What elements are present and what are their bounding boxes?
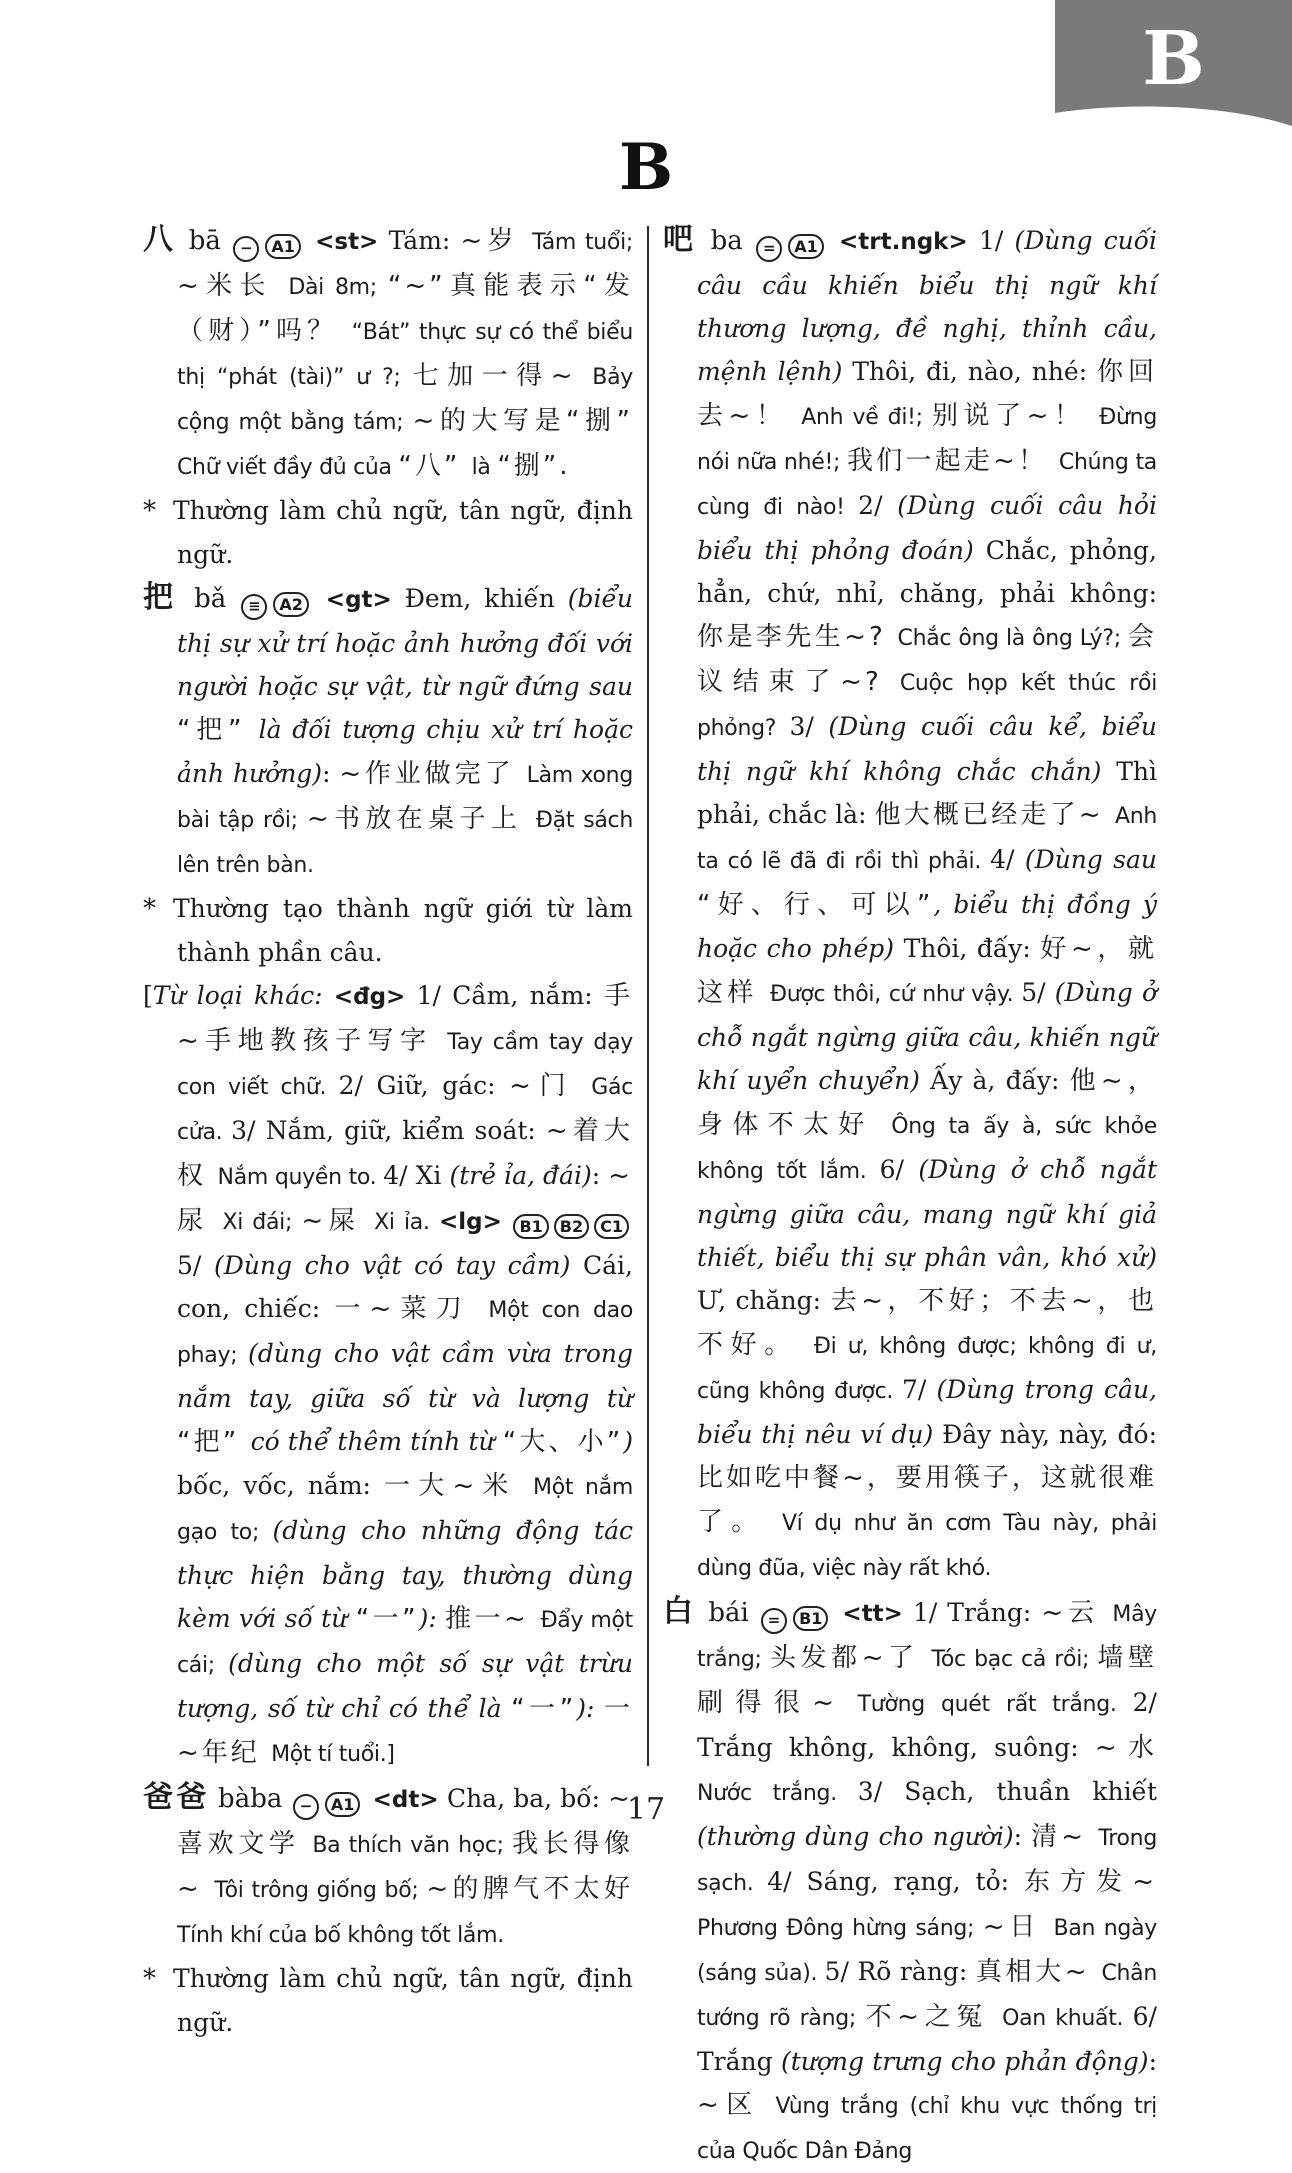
definition-text: 7/: [902, 1375, 937, 1404]
example-translation: Đặt sách lên trên bàn.: [177, 808, 633, 878]
chinese-text: “捌”.: [497, 451, 571, 481]
chinese-text: 你回去~！: [697, 357, 1157, 431]
column-divider: [647, 226, 649, 1766]
pinyin: bā: [178, 226, 232, 256]
example-translation: Tường quét rất trắng.: [857, 1692, 1133, 1717]
definition-text: Ư, chăng:: [697, 1286, 831, 1315]
circled-numeral: −: [293, 1794, 319, 1820]
explanation-text: ):: [576, 1694, 604, 1723]
chinese-text: 他大概已经走了~: [874, 800, 1115, 830]
example-translation: Cuộc họp kết thúc rồi phỏng?: [697, 671, 1158, 741]
left-column: [143, 218, 633, 2044]
chinese-text: 我长得像~: [177, 1829, 633, 1904]
headword: 白: [663, 1594, 699, 1629]
explanation-text: (dùng cho một số sự vật trừu tượng, số từ chỉ có thể là: [177, 1649, 633, 1723]
chinese-text: 他~，身体不太好: [697, 1066, 1157, 1140]
example-translation: Làm xong bài tập rồi;: [177, 763, 633, 833]
level-badge: A1: [788, 234, 824, 259]
definition-text: bốc, vốc, nắm:: [177, 1471, 385, 1500]
example-translation: Phương Đông hừng sáng;: [697, 1916, 983, 1941]
definition-text: 6/: [879, 1155, 919, 1184]
example-translation: Tôi trông giống bố;: [214, 1878, 427, 1903]
chinese-text: ~区: [697, 2090, 776, 2120]
chinese-text: 真相大~: [975, 1957, 1102, 1987]
pinyin: bǎ: [180, 584, 240, 614]
definition-text: 5/ Rõ ràng:: [824, 1957, 976, 1986]
chinese-text: “一”: [511, 1694, 577, 1724]
headword: 八: [143, 222, 179, 257]
definition-text: Thì phải, chắc là:: [697, 757, 1158, 829]
definition-text: [: [143, 981, 153, 1010]
definition-text: 1/ Trắng:: [912, 1598, 1042, 1627]
example-translation: Một tí tuổi.]: [271, 1742, 395, 1767]
example-translation: Gác cửa.: [177, 1075, 633, 1145]
other-pos-block: [143, 974, 633, 1776]
chinese-text: 推一~: [445, 1604, 541, 1634]
explanation-text: Từ loại khác:: [152, 981, 334, 1010]
example-translation: Đi ư, không được; không đi ư, cũng không được.: [697, 1334, 1158, 1404]
pos-tag: <đg>: [333, 984, 417, 1010]
definition-text: 2/ Trắng không, không, suông:: [697, 1688, 1157, 1762]
example-translation: Tóc bạc cả rồi;: [931, 1647, 1098, 1672]
chinese-text: “八”: [398, 451, 472, 481]
example-translation: Đừng nói nữa nhé!;: [697, 405, 1157, 475]
definition-text: :: [1148, 2047, 1157, 2076]
explanation-text: (biểu thị sự xử trí hoặc ảnh hưởng đối với người hoặc sự vật, từ ngữ đứng sau: [177, 584, 633, 701]
pos-tag: <tt>: [832, 1601, 913, 1627]
definition-text: 5/: [1021, 978, 1055, 1007]
section-heading-letter: B: [618, 130, 674, 205]
chinese-text: ~作业做完了: [339, 759, 527, 789]
example-translation: Chúng ta cùng đi nào!: [697, 450, 1157, 520]
definition-text: Thường tạo thành ngữ giới từ làm thành phần câu.: [173, 894, 633, 967]
example-translation: Anh về đi!;: [801, 405, 932, 430]
definition-text: Thôi, đấy:: [894, 934, 1041, 963]
example-translation: Nắm quyền to.: [217, 1165, 384, 1190]
chinese-text: ~米长: [177, 271, 289, 301]
chinese-text: 别说了~！: [932, 401, 1100, 431]
chinese-text: ~的大写是“捌”: [412, 406, 633, 436]
usage-note: [143, 887, 633, 974]
example-translation: là: [471, 455, 498, 480]
example-translation: Nước trắng.: [697, 1781, 858, 1806]
example-translation: Xi ỉa.: [374, 1210, 439, 1235]
chinese-text: ~着大权: [177, 1116, 633, 1191]
chinese-text: 好~，就这样: [697, 934, 1158, 1008]
explanation-text: , biểu thị đồng ý hoặc cho phép): [697, 890, 1157, 963]
definition-text: Ấy à, đấy:: [919, 1066, 1070, 1095]
definition-text: Cái, con, chiếc:: [177, 1251, 633, 1323]
chinese-text: “一”: [355, 1604, 419, 1634]
definition-text: 3/: [789, 712, 829, 741]
note-asterisk: *: [143, 894, 156, 924]
chinese-text: ~门: [509, 1071, 592, 1101]
definition-text: 5/: [177, 1251, 214, 1280]
level-badge: A1: [265, 234, 301, 259]
chinese-text: ~日: [982, 1912, 1054, 1942]
definition-text: Thôi, đi, nào, nhé:: [842, 357, 1098, 386]
definition-text: :: [322, 759, 340, 788]
example-translation: Ví dụ như ăn cơm Tàu này, phải dùng đũa, việc này rất khó.: [697, 1511, 1158, 1581]
explanation-text: (dùng cho vật cầm vừa trong nắm tay, giữa số từ và lượng từ: [177, 1339, 634, 1413]
usage-note: [143, 1957, 633, 2044]
chinese-text: 比如吃中餐~，要用筷子，这就很难了。: [697, 1463, 1157, 1537]
explanation-text: (Dùng cho vật có tay cầm): [213, 1251, 571, 1280]
explanation-text: ): [623, 1427, 633, 1456]
definition-text: Cha, ba, bố:: [446, 1784, 609, 1813]
explanation-text: (trẻ ỉa, đái): [449, 1161, 592, 1190]
example-translation: Ban ngày (sáng sủa).: [697, 1916, 1157, 1986]
chinese-text: ~水: [1094, 1733, 1157, 1763]
pos-tag: <dt>: [364, 1787, 447, 1813]
explanation-text: (Dùng cuối câu kể, biểu thị ngữ khí không chắc chắn): [697, 712, 1157, 786]
pos-tag: <lg>: [438, 1209, 513, 1235]
example-translation: Được thôi, cứ như vậy.: [770, 982, 1022, 1007]
pos-tag: <trt.ngk>: [827, 229, 979, 255]
explanation-text: (Dùng trong câu, biểu thị nêu ví dụ): [697, 1375, 1157, 1449]
definition-text: 2/ Giữ, gác:: [338, 1071, 510, 1100]
entry-ba-grasp: [143, 576, 633, 887]
explanation-text: (Dùng cuối câu hỏi biểu thị phỏng đoán): [697, 491, 1157, 565]
note-asterisk: *: [143, 496, 156, 526]
definition-text: Thường làm chủ ngữ, tân ngữ, định ngữ.: [173, 496, 633, 569]
example-translation: Mây trắng;: [697, 1602, 1158, 1672]
explanation-text: (Dùng ở chỗ ngắt ngừng giữa câu, khiến ngữ khí uyển chuyển): [697, 978, 1157, 1095]
note-asterisk: *: [143, 1964, 156, 1994]
chinese-text: 一~菜刀: [334, 1294, 489, 1324]
level-badge: C1: [594, 1214, 629, 1239]
chinese-text: ~的脾气不太好: [426, 1874, 633, 1904]
definition-text: 3/ Sạch, thuần khiết: [857, 1777, 1157, 1806]
definition-text: Thường làm chủ ngữ, tân ngữ, định ngữ.: [173, 1964, 633, 2037]
chinese-text: “好、行、可以”: [697, 890, 934, 920]
pinyin: ba: [699, 226, 755, 256]
explanation-text: (Dùng cuối câu cầu khiến biểu thị ngữ khí thương lượng, đề nghị, thỉnh cầu, mệnh lệnh): [697, 226, 1157, 386]
level-badge: A2: [273, 592, 309, 617]
section-tab: [1055, 0, 1292, 140]
chinese-text: 七加一得~: [412, 361, 593, 391]
level-badge: A1: [325, 1792, 361, 1817]
chinese-text: 手~手地教孩子写字: [177, 981, 633, 1056]
entry-ba-eight: [143, 218, 633, 489]
definition-text: :: [591, 1161, 609, 1190]
level-badge: B1: [793, 1606, 828, 1631]
chinese-text: ~喜欢文学: [177, 1784, 634, 1859]
headword: 吧: [663, 222, 700, 257]
chinese-text: 会议结束了~?: [697, 622, 1157, 697]
explanation-text: (Dùng sau: [1024, 845, 1158, 874]
explanation-text: (tượng trưng cho phản động): [780, 2047, 1149, 2076]
definition-text: 4/ Sáng, rạng, tỏ:: [767, 1867, 1025, 1896]
example-translation: Tám tuổi;: [532, 230, 633, 255]
definition-text: Đem, khiến: [404, 584, 568, 613]
entry-bai-white: [663, 1590, 1157, 2173]
circled-numeral: ≡: [241, 594, 267, 620]
example-translation: Đẩy một cái;: [177, 1608, 633, 1678]
section-tab-letter: B: [1142, 16, 1205, 102]
level-badge: B2: [554, 1214, 589, 1239]
definition-text: 6/ Trắng: [697, 2002, 1157, 2076]
explanation-text: (thường dùng cho người): [697, 1822, 1014, 1851]
chinese-text: 去~，不好；不去~，也不好。: [697, 1286, 1157, 1360]
example-translation: Anh ta có lẽ đã đi rồi thì phải.: [697, 804, 1157, 874]
explanation-text: có thể thêm tính từ: [250, 1427, 503, 1456]
definition-text: Chắc, phỏng, hẳn, chứ, nhỉ, chăng, phải không:: [697, 536, 1157, 608]
example-translation: “Bát” thực sự có thể biểu thị “phát (tài)” ư ?;: [177, 320, 633, 390]
chinese-text: ~书放在桌子上: [306, 804, 536, 834]
example-translation: Ba thích văn học;: [312, 1833, 513, 1858]
explanation-text: (Dùng ở chỗ ngắt ngừng giữa câu, mang ngữ khí giả thiết, biểu thị sự phân vân, khó xử): [697, 1155, 1157, 1272]
headword: 把: [143, 580, 181, 615]
chinese-text: “把”: [177, 1427, 251, 1457]
example-translation: Chữ viết đầy đủ của: [177, 455, 399, 480]
chinese-text: “~”真能表示“发（财）”吗？: [177, 271, 633, 346]
example-translation: Tính khí của bố không tốt lắm.: [177, 1923, 504, 1948]
circled-numeral: −: [233, 236, 259, 262]
right-column: [663, 218, 1157, 2173]
chinese-text: 头发都~了: [769, 1643, 932, 1673]
example-translation: Bảy cộng một bằng tám;: [177, 365, 633, 435]
usage-note: [143, 489, 633, 576]
definition-text: 1/ Cầm, nắm:: [416, 981, 604, 1010]
definition-text: Tám:: [388, 226, 461, 255]
chinese-text: 一~年纪: [177, 1694, 634, 1768]
definition-text: 1/: [978, 226, 1015, 255]
chinese-text: 我们一起走~！: [847, 446, 1059, 476]
example-translation: Trong sạch.: [697, 1826, 1157, 1896]
explanation-text: ):: [418, 1604, 446, 1633]
headword: 爸爸: [143, 1780, 210, 1815]
level-badge: B1: [513, 1214, 548, 1239]
chinese-text: ~岁: [460, 226, 533, 256]
chinese-text: 不~之冤: [865, 2002, 1003, 2032]
chinese-text: ~云: [1041, 1598, 1113, 1628]
example-translation: Oan khuất.: [1002, 2006, 1133, 2031]
pos-tag: <gt>: [312, 587, 405, 613]
chinese-text: “大、小”: [502, 1427, 624, 1457]
definition-text: Đây này, này, đó:: [933, 1420, 1157, 1449]
explanation-text: là đối tượng chịu xử trí hoặc ảnh hưởng): [177, 715, 633, 788]
definition-text: 4/: [990, 845, 1025, 874]
example-translation: Một nắm gạo to;: [177, 1475, 634, 1545]
definition-text: :: [1013, 1822, 1032, 1851]
chinese-text: 墙壁刷得很~: [697, 1643, 1157, 1718]
chinese-text: 清~: [1031, 1822, 1099, 1852]
example-translation: Xi đái;: [222, 1210, 302, 1235]
example-translation: Dài 8m;: [288, 275, 388, 300]
example-translation: Chắc ông là ông Lý?;: [897, 626, 1128, 651]
page-number: 17: [626, 1792, 666, 1827]
circled-numeral: =: [756, 236, 782, 262]
example-translation: Ông ta ấy à, sức khỏe không tốt lắm.: [697, 1114, 1157, 1184]
definition-text: 2/: [858, 491, 898, 520]
chinese-text: ~尿: [177, 1161, 634, 1236]
chinese-text: 东方发~: [1024, 1867, 1157, 1897]
chinese-text: 你是李先生~?: [697, 622, 898, 652]
chinese-text: “把”: [177, 715, 259, 745]
chinese-text: ~屎: [301, 1206, 375, 1236]
example-translation: Một con dao phay;: [177, 1298, 633, 1368]
explanation-text: (dùng cho những động tác thực hiện bằng tay, thường dùng kèm với số từ: [177, 1516, 633, 1633]
example-translation: Tay cầm tay dạy con viết chữ.: [177, 1030, 633, 1100]
circled-numeral: =: [761, 1608, 787, 1634]
example-translation: Chân tướng rõ ràng;: [697, 1961, 1157, 2031]
chinese-text: 一大~米: [384, 1471, 534, 1501]
example-translation: Vùng trắng (chỉ khu vực thống trị của Quốc Dân Đảng: [697, 2094, 1157, 2164]
definition-text: 4/ Xi: [383, 1161, 450, 1190]
pinyin: bái: [698, 1598, 760, 1628]
definition-text: 3/ Nắm, giữ, kiểm soát:: [231, 1116, 546, 1145]
entry-ba-particle: [663, 218, 1157, 1590]
pos-tag: <st>: [304, 229, 389, 255]
pinyin: bàba: [209, 1784, 291, 1814]
